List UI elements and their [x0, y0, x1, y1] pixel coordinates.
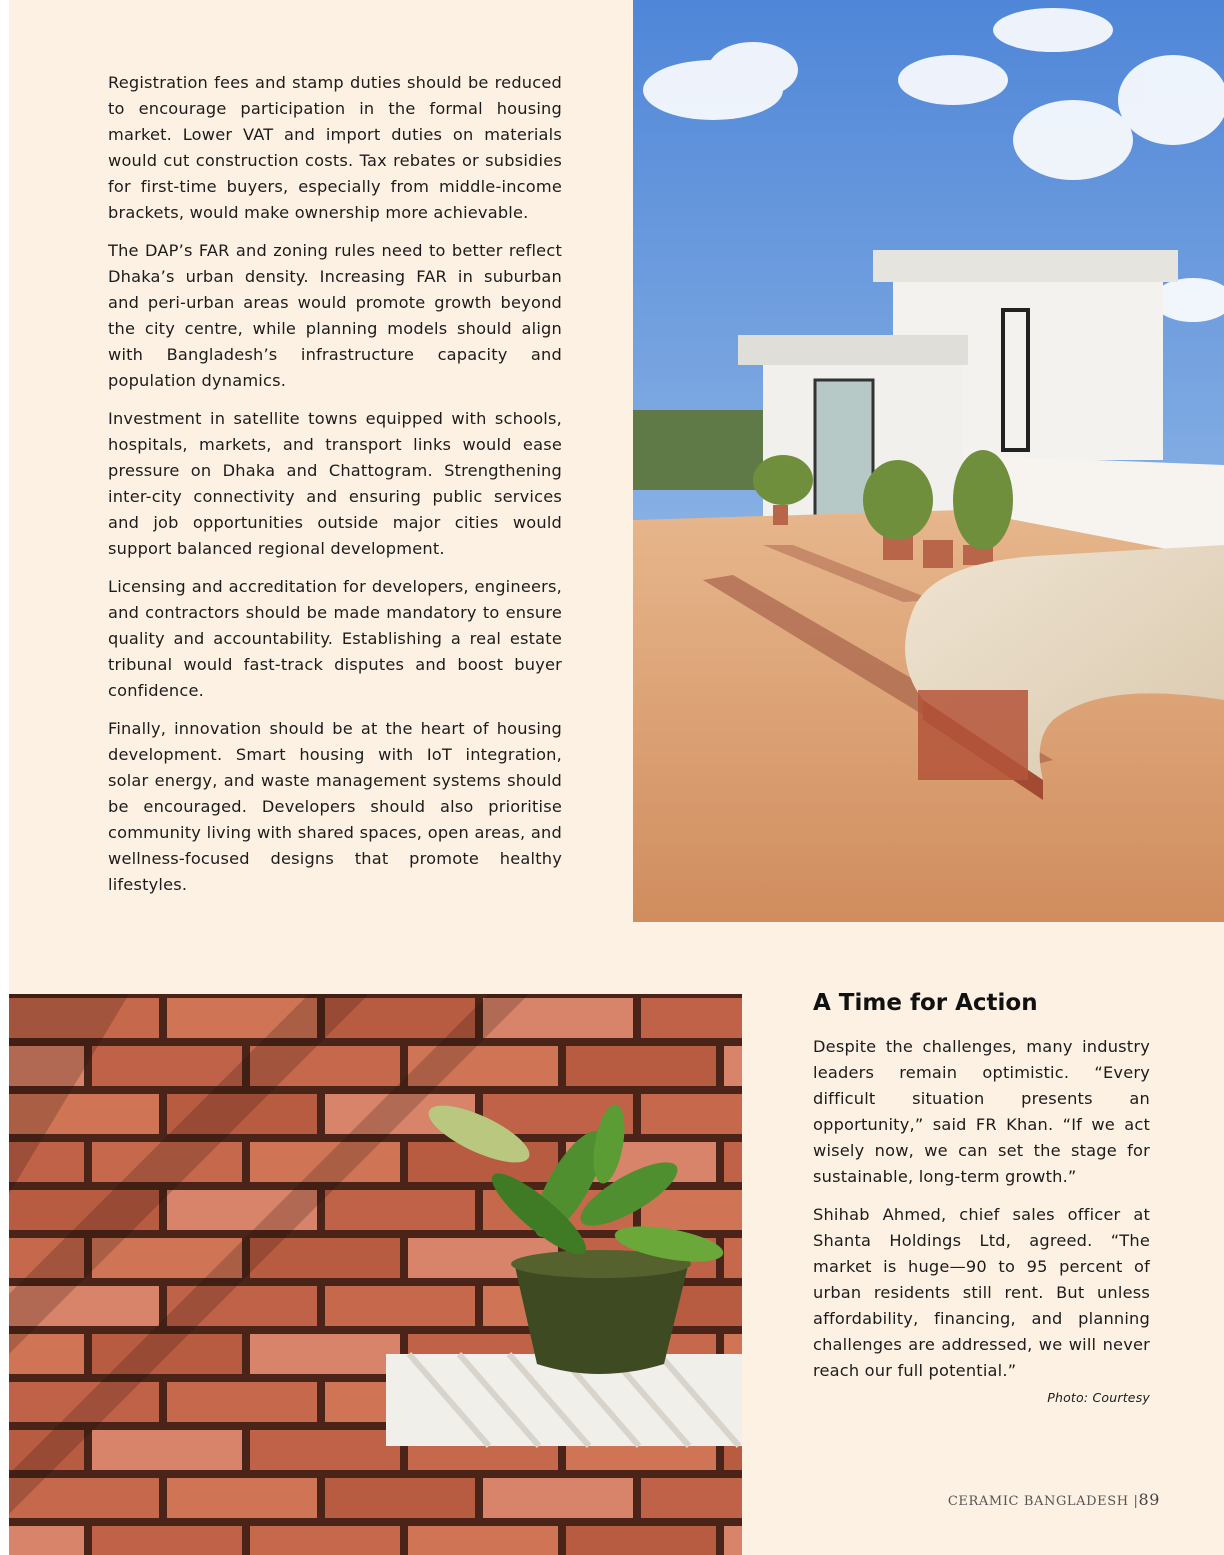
paragraph: The DAP’s FAR and zoning rules need to better reflect Dhaka’s urban density. Increasing FAR in suburban and peri-urban areas would promote growth beyond the city centre, while planning models should align with Bangladesh’s infrastructure capacity and population dynamics.	[108, 241, 562, 390]
brick-wall-plant-photo	[9, 994, 742, 1555]
section-heading: A Time for Action	[813, 990, 1038, 1016]
paragraph: Despite the challenges, many industry leaders remain optimistic. “Every difficult situation presents an opportunity,” said FR Khan. “If we act wisely now, we can set the stage for sustainable, long-term growth.”	[813, 1037, 1150, 1186]
paragraph: Finally, innovation should be at the heart of housing development. Smart housing with IoT integration, solar energy, and waste management systems should be encouraged. Developers should also prioritise community living with shared spaces, open areas, and wellness-focused designs that promote healthy lifestyles.	[108, 719, 562, 894]
page-footer	[948, 1490, 1160, 1509]
left-text-column	[108, 70, 562, 910]
rooftop-terrace-photo	[633, 0, 1224, 922]
paragraph: Licensing and accreditation for developers, engineers, and contractors should be made mandatory to ensure quality and accountability. Establishing a real estate tribunal would fast-track disputes and boost buyer confidence.	[108, 577, 562, 700]
magazine-page	[9, 0, 1224, 1555]
paragraph: Investment in satellite towns equipped with schools, hospitals, markets, and transport links would ease pressure on Dhaka and Chattogram. Strengthening inter-city connectivity and ensuring public services and job opportunities outside major cities would support balanced regional development.	[108, 409, 562, 558]
publication-name: CERAMIC BANGLADESH	[947, 1494, 1129, 1509]
right-text-column	[813, 986, 1150, 1406]
page-number: 89	[1138, 1490, 1160, 1509]
paragraph: Shihab Ahmed, chief sales officer at Shanta Holdings Ltd, agreed. “The market is huge—90 to 95 percent of urban residents still rent. But unless affordability, financing, and planning challenges are addressed, we will never reach our full potential.”	[813, 1205, 1150, 1380]
paragraph: Registration fees and stamp duties should be reduced to encourage participation in the formal housing market. Lower VAT and import duties on materials would cut construction costs. Tax rebates or subsidies for first-time buyers, especially from middle-income brackets, would make ownership more achievable.	[108, 73, 562, 222]
footer-separator: |	[1133, 1494, 1139, 1509]
photo-credit: Photo: Courtesy	[1047, 1390, 1150, 1405]
